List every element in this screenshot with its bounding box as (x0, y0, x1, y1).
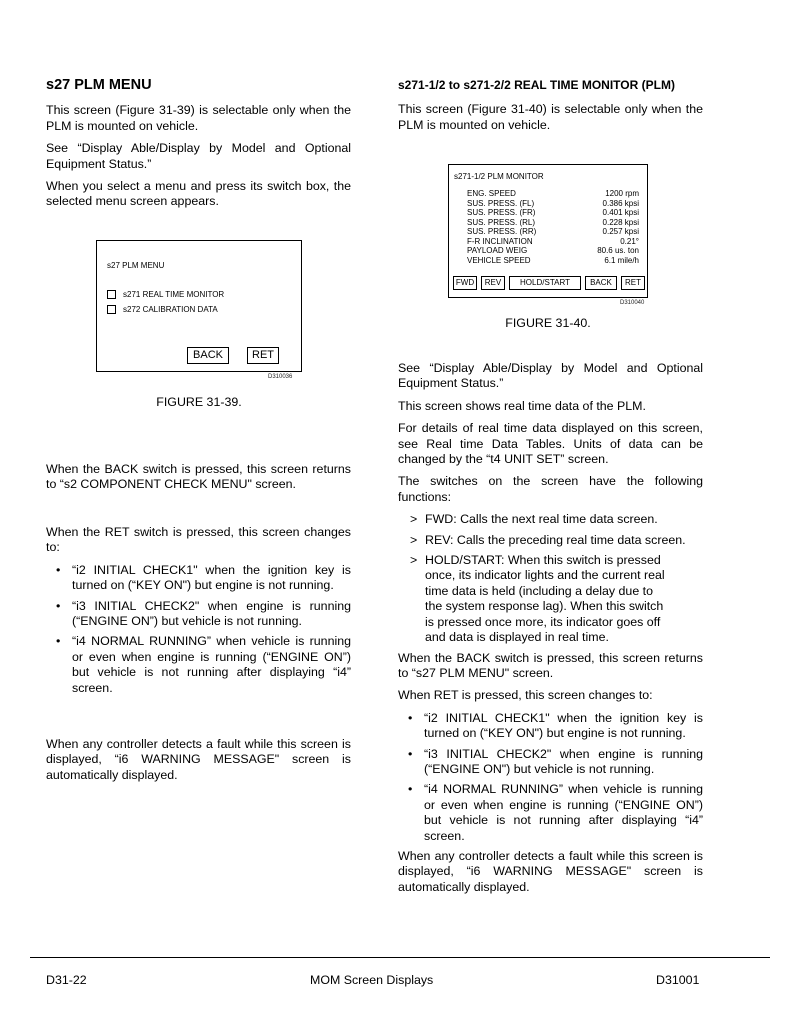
monitor-row (467, 227, 639, 237)
menu-item-calibration-data: s272 CALIBRATION DATA (123, 305, 218, 314)
switch-list (398, 512, 703, 645)
footer-title: MOM Screen Displays (310, 973, 434, 987)
paragraph: When any controller detects a fault while this screen is displayed, “i6 WARNING MESSAGE" screen is automatically displayed. (46, 737, 351, 782)
list-item: • “i4 NORMAL RUNNING” when vehicle is running or even when engine is running (“ENGINE ON”) but vehicle is not running after displaying “i4” screen. (46, 634, 351, 696)
figure-id: D310040 (620, 300, 645, 306)
plm-menu-screen-figure (96, 240, 302, 372)
paragraph: When you select a menu and press its switch box, the selected menu screen appears. (46, 179, 351, 209)
monitor-row (467, 218, 639, 228)
paragraph: See “Display Able/Display by Model and Optional Equipment Status.” (46, 141, 351, 171)
bullet-list (398, 711, 703, 844)
footer-page-number: D31-22 (46, 973, 87, 987)
checkbox-real-time-monitor (107, 290, 116, 299)
paragraph: The switches on the screen have the following functions: (398, 474, 703, 504)
paragraph: When any controller detects a fault while this screen is displayed, “i6 WARNING MESSAGE" screen is automatically displayed. (398, 848, 703, 894)
monitor-row (467, 189, 639, 199)
ret-button: RET (247, 347, 279, 364)
monitor-label: SUS. PRESS. (FL) (467, 198, 535, 208)
monitor-label: SUS. PRESS. (RL) (467, 217, 536, 227)
paragraph: See “Display Able/Display by Model and Optional Equipment Status.” (398, 361, 703, 391)
paragraph: For details of real time data displayed on this screen, see Real time Data Tables. Units of data can be changed by the “t4 UNIT SET” screen. (398, 421, 703, 467)
list-item (398, 553, 703, 645)
left-column-ret (46, 525, 351, 701)
figure-caption: FIGURE 31-40. (505, 316, 591, 330)
list-marker: > (410, 532, 418, 547)
section-heading-s27: s27 PLM MENU (46, 77, 152, 93)
monitor-label: F-R INCLINATION (467, 236, 533, 246)
left-column (46, 78, 351, 217)
paragraph: When RET is pressed, this screen changes to: (398, 688, 653, 703)
menu-item-real-time-monitor: s271 REAL TIME MONITOR (123, 290, 225, 299)
bullet-list (46, 563, 351, 696)
monitor-label: SUS. PRESS. (FR) (467, 208, 536, 217)
monitor-value: 80.6 us. ton (597, 246, 639, 255)
figure-caption: FIGURE 31-39. (156, 395, 242, 409)
rev-button: REV (481, 276, 505, 290)
list-marker: > (410, 512, 418, 527)
back-button: BACK (187, 347, 229, 364)
fwd-button: FWD (453, 276, 477, 290)
left-column-fault (46, 737, 351, 790)
monitor-row (467, 199, 639, 209)
switch-description: REV: Calls the preceding real time data screen. (425, 532, 686, 547)
paragraph: This screen (Figure 31-40) is selectable only when the PLM is mounted on vehicle. (398, 102, 703, 132)
back-button: BACK (585, 276, 617, 290)
monitor-value: 0.401 kpsi (602, 208, 639, 217)
list-item: • “i2 INITIAL CHECK1" when the ignition key is turned on (“KEY ON") but engine is not running. (46, 563, 351, 594)
left-column-lower (46, 462, 351, 500)
list-item: • “i4 NORMAL RUNNING” when vehicle is running or even when engine is running (“ENGINE ON”) but vehicle is not running after displaying “i4” screen. (398, 782, 703, 844)
list-marker: > (410, 553, 418, 568)
monitor-value: 0.21° (620, 236, 639, 246)
monitor-label: VEHICLE SPEED (467, 255, 531, 265)
list-item: • “i2 INITIAL CHECK1" when the ignition key is turned on (“KEY ON") but engine is not running. (398, 711, 703, 742)
ret-button: RET (621, 276, 645, 290)
plm-monitor-screen-figure (448, 164, 648, 298)
monitor-row (467, 237, 639, 247)
monitor-row (467, 208, 639, 218)
list-item (398, 512, 703, 527)
monitor-value: 0.257 kpsi (602, 227, 639, 236)
monitor-buttons (453, 276, 645, 290)
right-column-lower (398, 361, 703, 902)
list-item: • “i3 INITIAL CHECK2" when engine is running (“ENGINE ON”) but vehicle is not running. (46, 599, 351, 630)
footer-doc-number: D31001 (656, 973, 700, 987)
paragraph: When the BACK switch is pressed, this screen returns to “s27 PLM MENU" screen. (398, 650, 703, 680)
screen-title: s271-1/2 PLM MONITOR (454, 172, 544, 181)
section-heading-s271: s271-1/2 to s271-2/2 REAL TIME MONITOR (PLM) (398, 78, 675, 92)
monitor-row (467, 256, 639, 266)
switch-description: HOLD/START: When this switch is pressed once, its indicator lights and the current real time data is held (including a delay due to the system response lag). When this switch is pressed once more, its indicator goes off and data is displayed in real time. (425, 553, 665, 645)
paragraph: This screen shows real time data of the PLM. (398, 398, 646, 413)
list-item: • “i3 INITIAL CHECK2" when engine is running (“ENGINE ON") but vehicle is not running. (398, 747, 703, 778)
monitor-rows (467, 189, 639, 265)
screen-title: s27 PLM MENU (107, 261, 165, 270)
list-item (398, 533, 703, 548)
monitor-row (467, 246, 639, 256)
monitor-value: 0.228 kpsi (602, 217, 639, 227)
hold-start-button: HOLD/START (509, 276, 581, 290)
monitor-label: SUS. PRESS. (RR) (467, 227, 537, 236)
paragraph: This screen (Figure 31-39) is selectable only when the PLM is mounted on vehicle. (46, 103, 351, 133)
monitor-value: 0.386 kpsi (602, 198, 639, 208)
checkbox-calibration-data (107, 305, 116, 314)
switch-description: FWD: Calls the next real time data screen. (425, 512, 658, 527)
paragraph: When the BACK switch is pressed, this screen returns to “s2 COMPONENT CHECK MENU" screen. (46, 462, 351, 492)
monitor-label: PAYLOAD WEIG (467, 246, 528, 255)
monitor-value: 6.1 mile/h (604, 255, 639, 265)
footer-divider (30, 957, 770, 958)
monitor-label: ENG. SPEED (467, 189, 516, 198)
right-column (398, 78, 703, 140)
figure-id: D310036 (268, 374, 293, 380)
monitor-value: 1200 rpm (605, 189, 639, 198)
paragraph: When the RET switch is pressed, this screen changes to: (46, 525, 351, 555)
